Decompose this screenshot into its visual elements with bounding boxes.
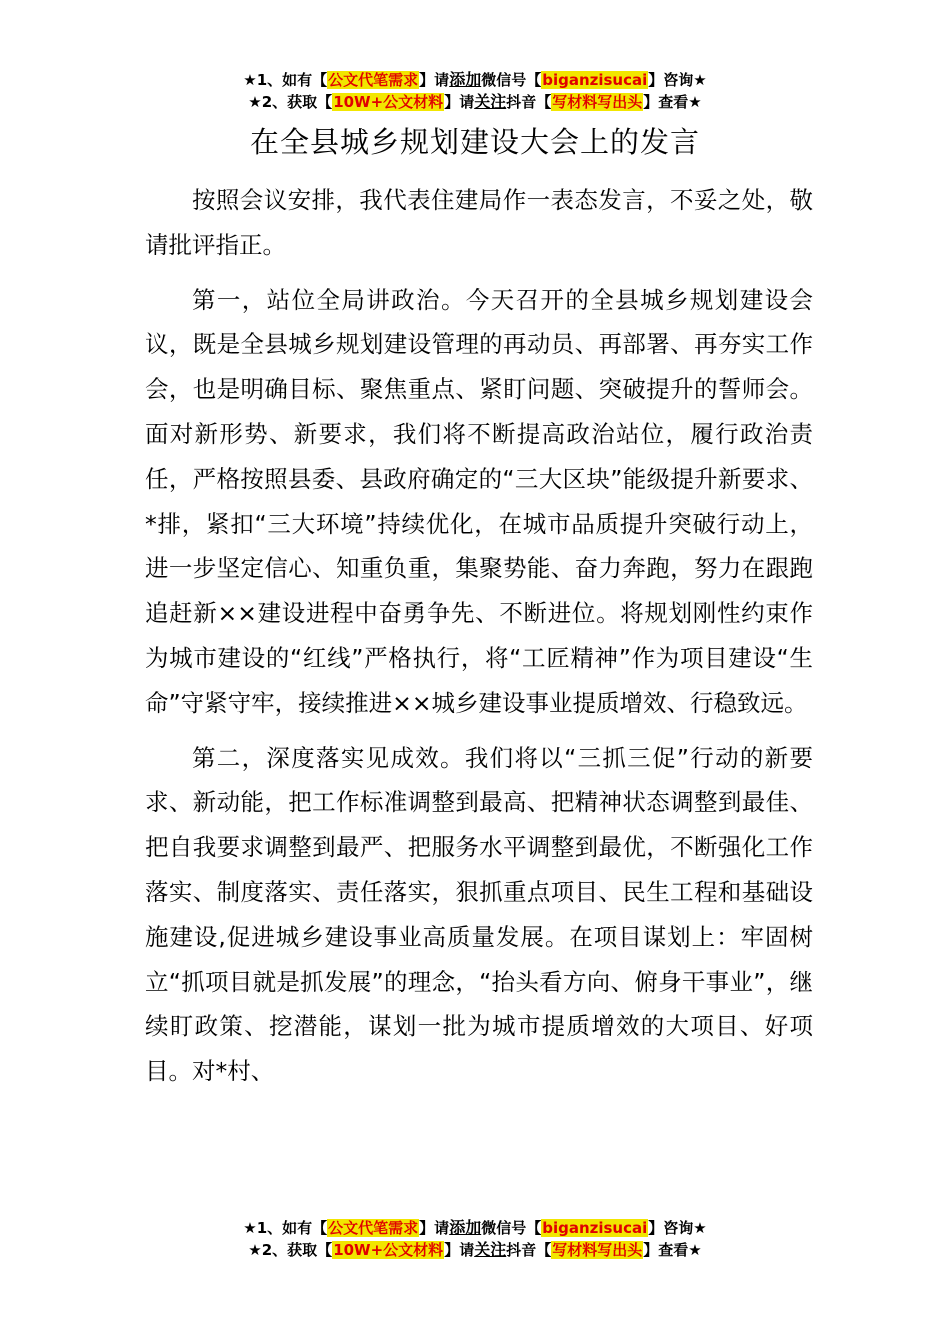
promo-line-1-prefix: ★1、如有【 xyxy=(243,71,328,89)
promo-douyin-account: 写材料写出头 xyxy=(552,1241,643,1259)
promo-highlight-materials: 10W+公文材料 xyxy=(333,1241,444,1259)
paragraph-first-point: 第一，站位全局讲政治。今天召开的全县城乡规划建设会议，既是全县城乡规划建设管理的再动员、再部署、再夯实工作会，也是明确目标、聚焦重点、紧盯问题、突破提升的誓师会。面对新形势、新要求，我们将不断提高政治站位，履行政治责任，严格按照县委、县政府确定的“三大区块”能级提升新要求、*排，紧扣“三大环境”持续优化，在城市品质提升突破行动上，进一步坚定信心、知重负重，集聚势能、奋力奔跑，努力在跟跑追赶新××建设进程中奋勇争先、不断进位。将规划刚性约束作为城市建设的“红线”严格执行，将“工匠精神”作为项目建设“生命”守紧守牢，接续推进××城乡建设事业提质增效、行稳致远。 xyxy=(145,285,813,717)
promo-line-2 xyxy=(0,91,950,113)
promo-add-emphasis: 添加 xyxy=(449,1218,482,1237)
promo-follow-emphasis: 关注 xyxy=(474,92,507,111)
promo-line-2-suffix: 】查看★ xyxy=(643,93,702,111)
promo-highlight-materials: 10W+公文材料 xyxy=(333,93,444,111)
promo-line-1-please: 】请 xyxy=(419,1219,450,1237)
promo-line-2-prefix: ★2、获取【 xyxy=(248,93,333,111)
promo-line-1-wechat: 微信号【 xyxy=(481,71,542,89)
promo-line-1 xyxy=(0,1217,950,1239)
promo-line-1-suffix: 】咨询★ xyxy=(648,1219,707,1237)
promo-wechat-id: biganzisucai xyxy=(542,71,648,89)
promo-line-1-suffix: 】咨询★ xyxy=(648,71,707,89)
promo-notice-bottom xyxy=(0,1217,950,1261)
promo-line-2 xyxy=(0,1239,950,1261)
promo-line-1-prefix: ★1、如有【 xyxy=(243,1219,328,1237)
promo-line-2-suffix: 】查看★ xyxy=(643,1241,702,1259)
promo-line-2-douyin: 抖音【 xyxy=(506,93,552,111)
promo-line-2-douyin: 抖音【 xyxy=(506,1241,552,1259)
promo-notice-top xyxy=(0,69,950,113)
promo-line-1 xyxy=(0,69,950,91)
promo-line-2-prefix: ★2、获取【 xyxy=(248,1241,333,1259)
promo-line-1-wechat: 微信号【 xyxy=(481,1219,542,1237)
promo-line-1-please: 】请 xyxy=(419,71,450,89)
promo-line-2-please: 】请 xyxy=(444,93,475,111)
promo-highlight-service: 公文代笔需求 xyxy=(328,71,419,89)
promo-wechat-id: biganzisucai xyxy=(542,1219,648,1237)
promo-line-2-please: 】请 xyxy=(444,1241,475,1259)
document-title: 在全县城乡规划建设大会上的发言 xyxy=(249,125,700,159)
promo-douyin-account: 写材料写出头 xyxy=(552,93,643,111)
document-body xyxy=(145,178,813,1094)
paragraph-second-point: 第二，深度落实见成效。我们将以“三抓三促”行动的新要求、新动能，把工作标准调整到最高、把精神状态调整到最佳、把自我要求调整到最严、把服务水平调整到最优，不断强化工作落实、制度落实、责任落实，狠抓重点项目、民生工程和基础设施建设,促进城乡建设事业高质量发展。在项目谋划上：牢固树立“抓项目就是抓发展”的理念，“抬头看方向、俯身干事业”，继续盯政策、挖潜能，谋划一批为城市提质增效的大项目、好项目。对*村、 xyxy=(145,743,813,1086)
promo-follow-emphasis: 关注 xyxy=(474,1240,507,1259)
promo-add-emphasis: 添加 xyxy=(449,70,482,89)
promo-highlight-service: 公文代笔需求 xyxy=(328,1219,419,1237)
paragraph-opening: 按照会议安排，我代表住建局作一表态发言，不妥之处，敬请批评指正。 xyxy=(145,186,813,259)
